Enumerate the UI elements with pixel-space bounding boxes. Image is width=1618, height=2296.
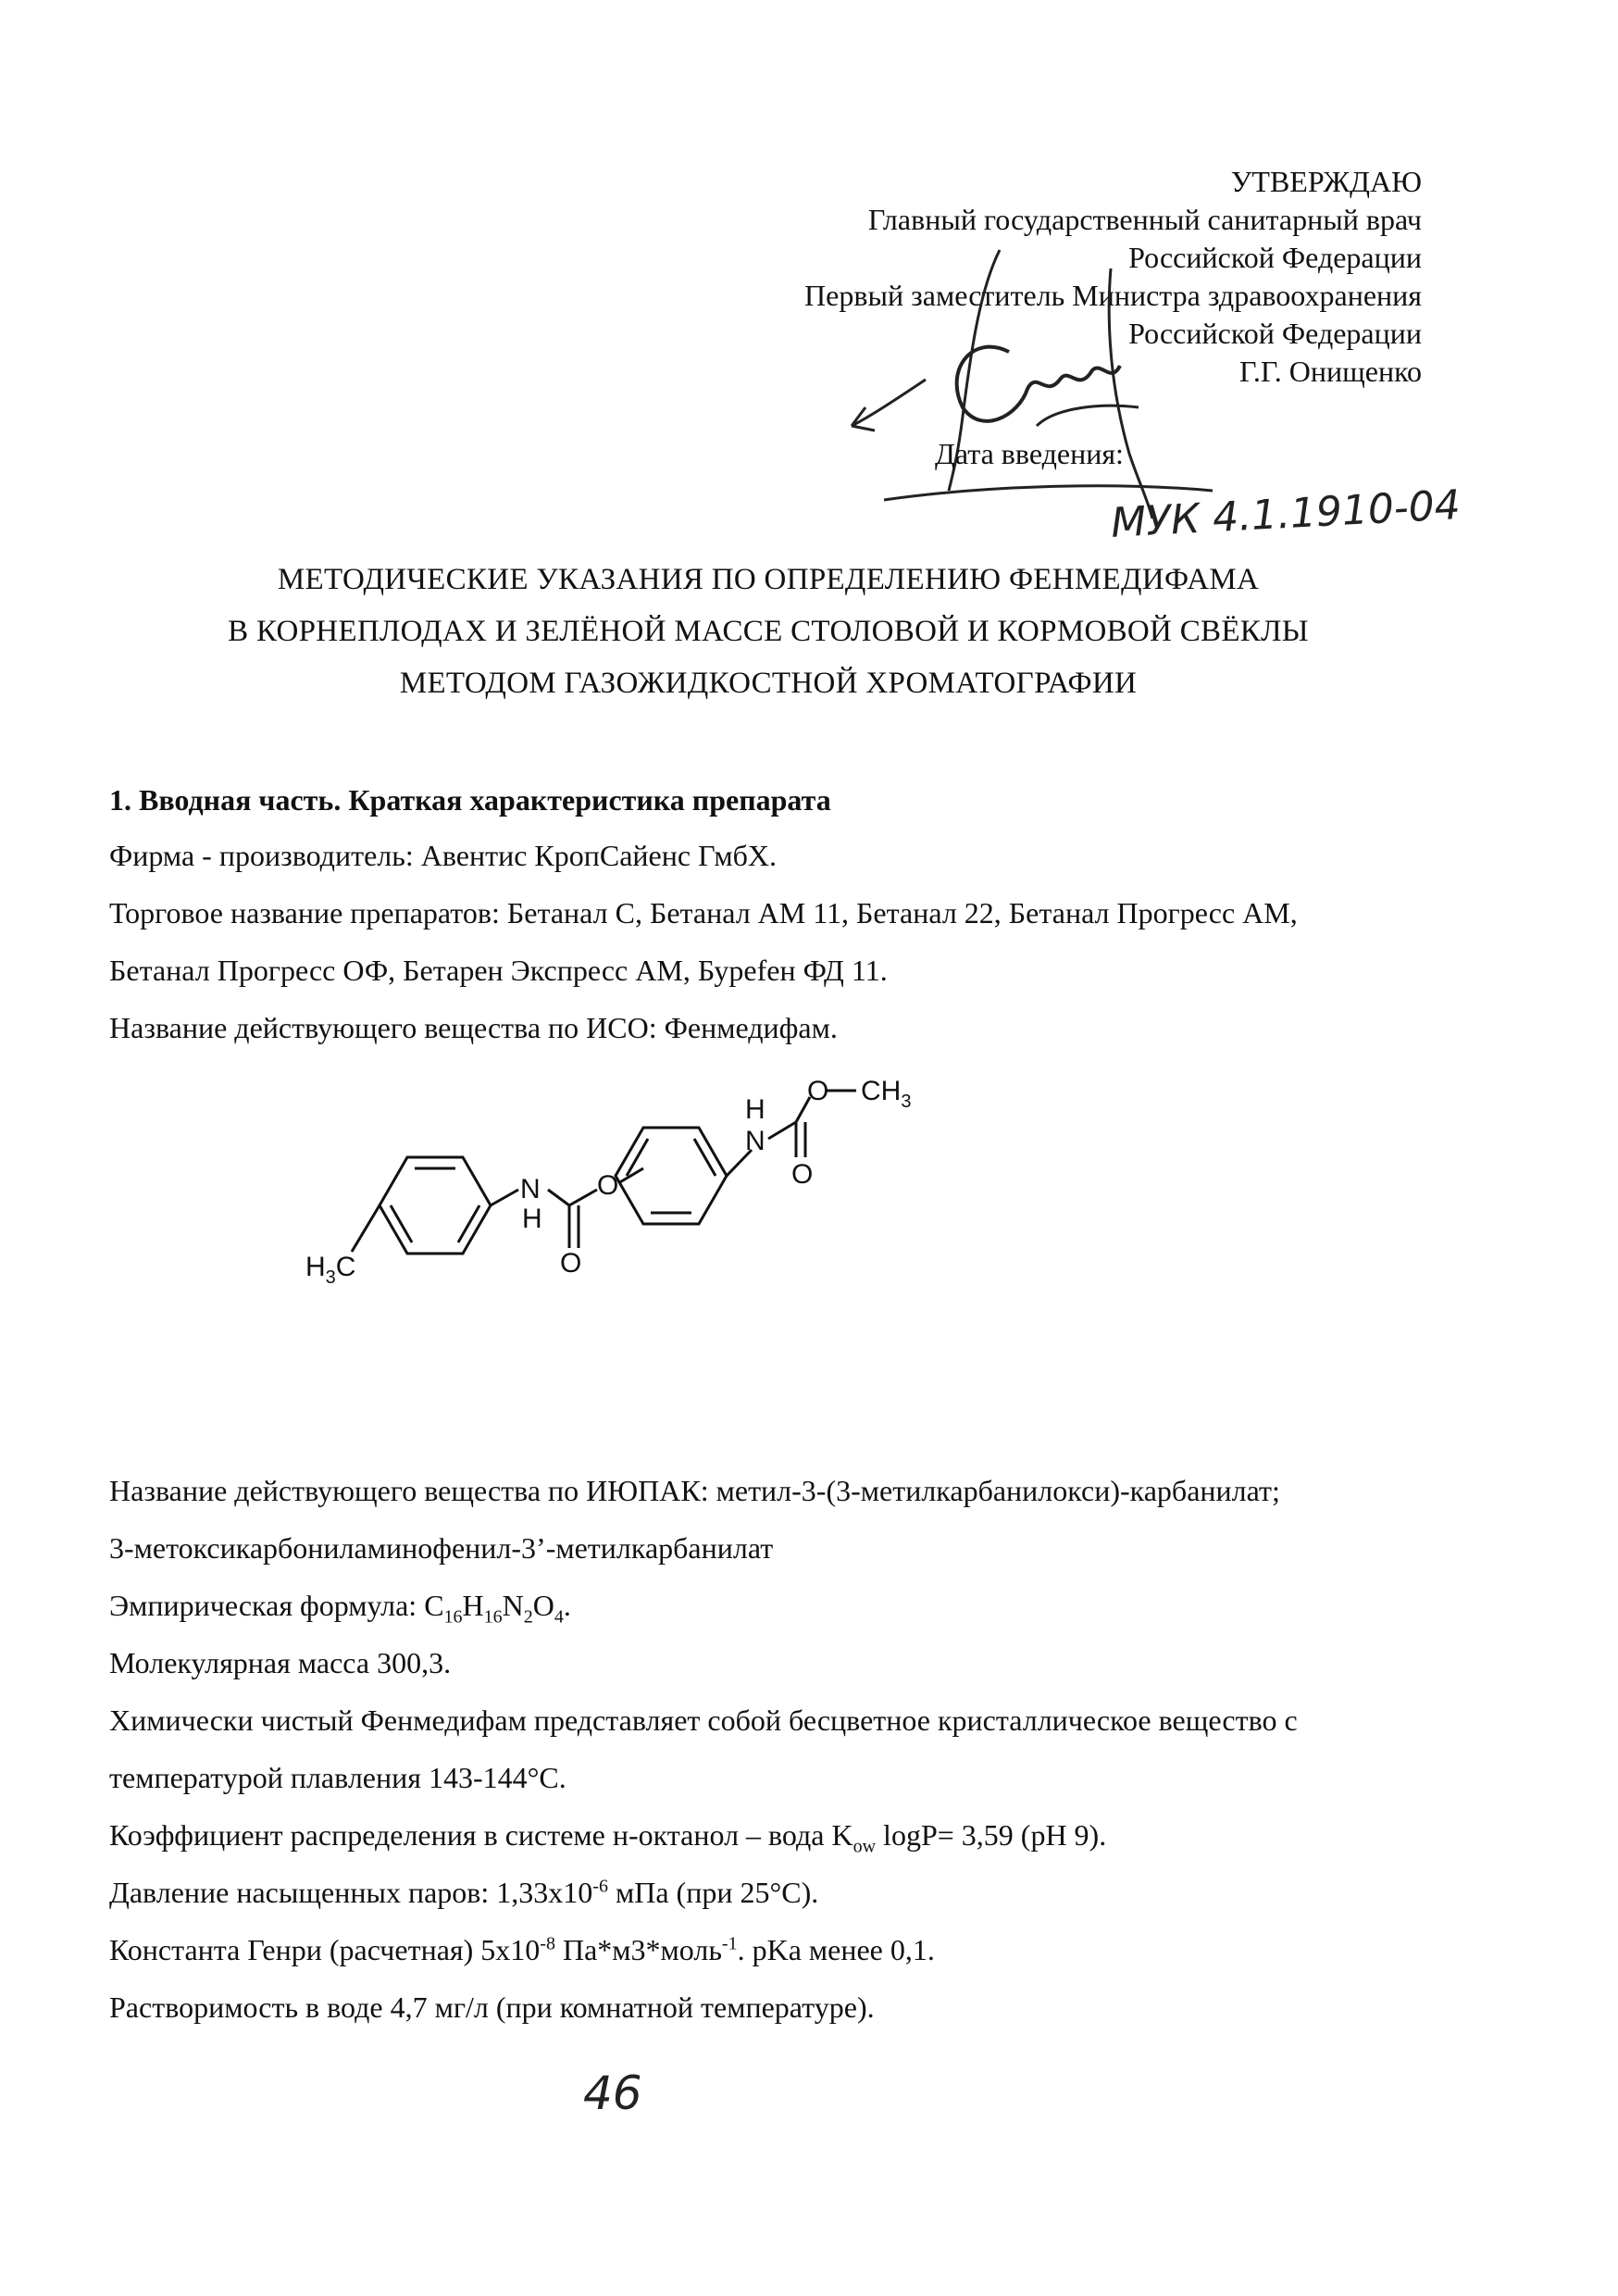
approval-position: Главный государственный санитарный врач (867, 203, 1422, 236)
empirical-formula: Эмпирическая формула: $C_{16}H_{16}N_2O_4$. (109, 1589, 571, 1628)
approval-deputy: Первый заместитель Министра здравоохранения (804, 279, 1422, 312)
description-line-1: Химически чистый Фенмедифам представляет собой бесцветное кристаллическое вещество с (109, 1703, 1298, 1737)
trade-names-line-2: Бетанал Прогресс ОФ, Бетарен Экспресс АМ, Буреfен ФД 11. (109, 954, 888, 987)
trade-names-line-1: Торговое название препаратов: Бетанал С, Бетанал АМ 11, Бетанал 22, Бетанал Прогресс АМ, (109, 896, 1298, 930)
phenmedipham-structure (278, 1076, 1000, 1444)
document-code: МУК 4.1.1910-04 (1109, 481, 1462, 547)
signature-icon (833, 231, 1222, 537)
document-title (0, 554, 1537, 709)
struct-n-left: N (520, 1174, 541, 1204)
vapor-pressure: Давление насыщенных паров: $1,33х10^{-6}$ мПа (при 25°С). (109, 1876, 819, 1909)
struct-h3c: $H_3C$ (305, 1252, 356, 1288)
struct-ch3: $CH_3$ (861, 1076, 912, 1112)
struct-n-top: N (745, 1126, 765, 1156)
manufacturer: Фирма - производитель: Авентис КропСайенс ГмбХ. (109, 839, 777, 872)
title-line-3: МЕТОДОМ ГАЗОЖИДКОСТНОЙ ХРОМАТОГРАФИИ (399, 667, 1138, 700)
page-number: 46 (583, 2066, 642, 2120)
approval-signatory: Г.Г. Онищенко (1238, 355, 1422, 388)
struct-o-bridge: O (597, 1170, 619, 1201)
struct-o-carbonyl-right: O (791, 1159, 814, 1190)
title-line-1: МЕТОДИЧЕСКИЕ УКАЗАНИЯ ПО ОПРЕДЕЛЕНИЮ ФЕНМЕДИФАМА (277, 563, 1260, 596)
molecular-mass: Молекулярная масса 300,3. (109, 1646, 452, 1679)
date-introduced-label: Дата введения: (935, 437, 1124, 470)
approval-country: Российской Федерации (1128, 241, 1422, 274)
approval-country-2: Российской Федерации (1128, 317, 1422, 350)
section-heading: 1. Вводная часть. Краткая характеристика препарата (109, 783, 831, 817)
description-line-2: температурой плавления 143-144°С. (109, 1761, 566, 1794)
iso-name: Название действующего вещества по ИСО: Фенмедифам. (109, 1011, 838, 1044)
struct-h-left: H (522, 1204, 542, 1234)
approval-heading: УТВЕРЖДАЮ (1230, 165, 1422, 198)
partition-coefficient: Коэффициент распределения в системе н-октанол – вода $K_{ow}$ logP= 3,59 (pH 9). (109, 1818, 1107, 1857)
iupac-line-1: Название действующего вещества по ИЮПАК: метил-3-(3-метилкарбанилокси)-карбанилат; (109, 1474, 1280, 1507)
water-solubility: Растворимость в воде 4,7 мг/л (при комнатной температуре). (109, 1990, 875, 2024)
struct-h-top: H (745, 1094, 765, 1125)
iupac-line-2: 3-метоксикарбониламинофенил-3’-метилкарбанилат (109, 1531, 774, 1565)
henry-constant: Константа Генри (расчетная) $5х10^{-8}$ Па*м3*моль$^{-1}$. pKa менее 0,1. (109, 1933, 935, 1966)
struct-o-carbonyl-left: O (560, 1248, 582, 1279)
title-line-2: В КОРНЕПЛОДАХ И ЗЕЛЁНОЙ МАССЕ СТОЛОВОЙ И КОРМОВОЙ СВЁКЛЫ (228, 615, 1309, 648)
struct-o-ester: O (807, 1076, 829, 1106)
